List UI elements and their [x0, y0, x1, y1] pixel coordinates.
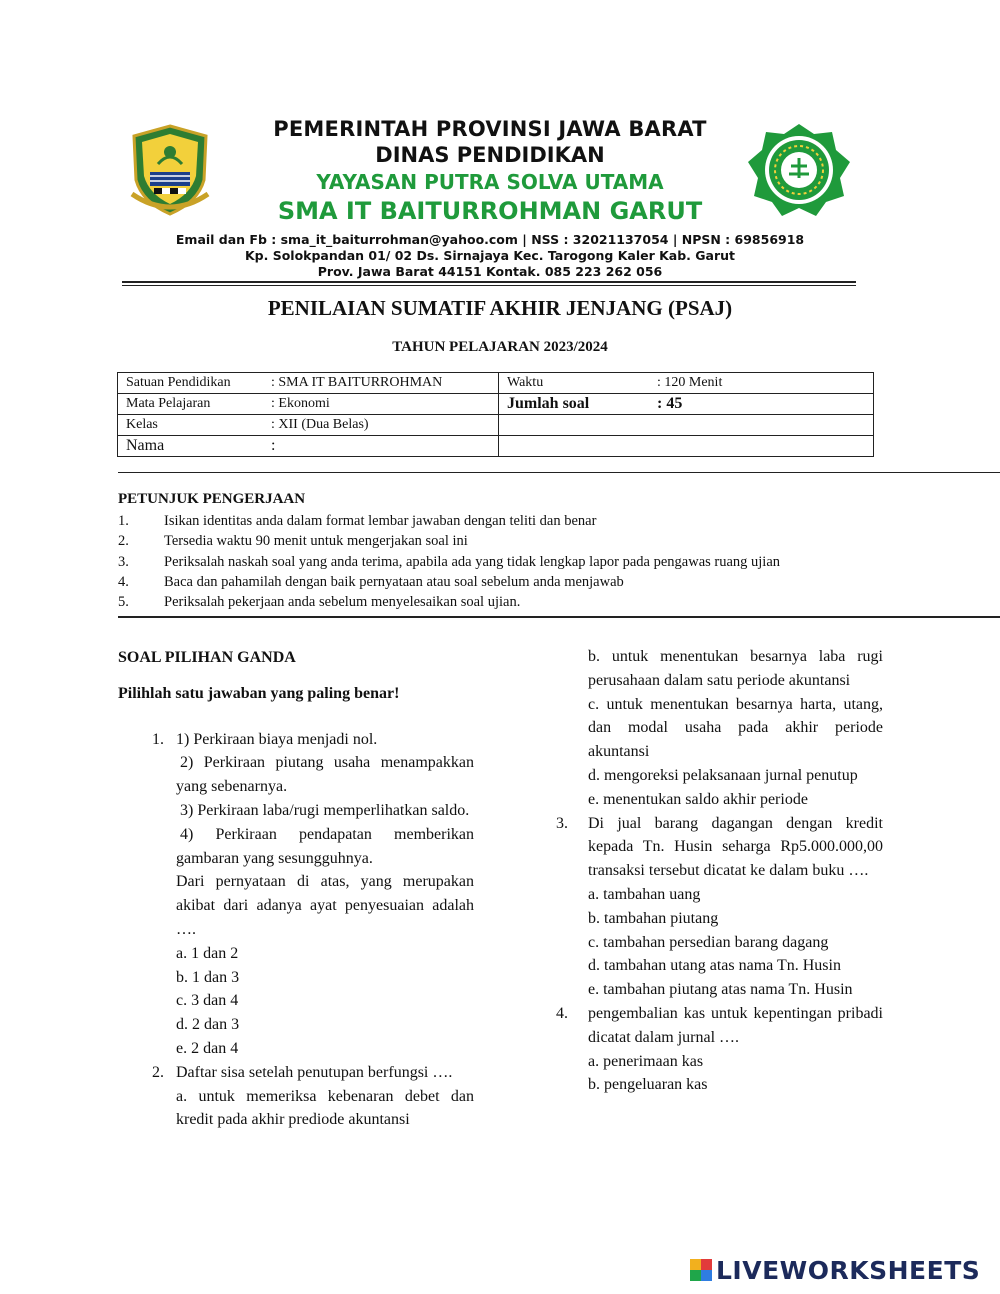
option-a[interactable]: a. tambahan uang [588, 885, 701, 903]
section-divider [118, 616, 1000, 618]
instruction-item [118, 511, 978, 531]
time-value: : 120 Menit [657, 375, 723, 390]
section-instruction: Pilihlah satu jawaban yang paling benar! [118, 684, 400, 702]
identity-cell-empty [499, 415, 874, 436]
q2-option-d[interactable]: d. mengoreksi pelaksanaan jurnal penutup [588, 766, 858, 784]
time-label: Waktu [507, 375, 544, 390]
name-label: Nama [126, 437, 165, 454]
exam-title: PENILAIAN SUMATIF AKHIR JENJANG (PSAJ) [267, 296, 733, 320]
question-count-label: Jumlah soal [507, 395, 590, 412]
school-logo [744, 122, 854, 218]
statement: 3) Perkiraan laba/rugi memperlihatkan saldo. [180, 801, 470, 819]
statement: 4) Perkiraan pendapatan memberikan gambaran yang sesungguhnya. [176, 825, 474, 867]
instruction-item [118, 531, 978, 551]
identity-cell-school [118, 373, 499, 394]
identity-cell-empty [499, 436, 874, 457]
question-number: 4. [556, 1004, 568, 1022]
question-body [176, 728, 474, 1061]
q2-option-e[interactable]: e. menentukan saldo akhir periode [588, 790, 808, 808]
identity-row [118, 436, 874, 457]
school-label: Satuan Pendidikan [126, 375, 231, 390]
instruction-number: 5. [118, 594, 129, 611]
liveworksheets-wordmark: LIVEWORKSHEETS [716, 1255, 981, 1285]
letterhead-province: PEMERINTAH PROVINSI JAWA BARAT [273, 117, 707, 141]
identity-row [118, 373, 874, 394]
option-a[interactable]: a. 1 dan 2 [176, 944, 239, 962]
question-number: 3. [556, 814, 568, 832]
subject-value: : Ekonomi [271, 396, 330, 411]
option-a[interactable]: a. untuk memeriksa kebenaran debet dan kredit pada akhir prediode akuntansi [176, 1087, 474, 1129]
question-2 [118, 1061, 474, 1132]
name-value: : [271, 437, 276, 454]
instruction-text: Tersedia waktu 90 menit untuk mengerjakan soal ini [164, 533, 468, 550]
letterhead-school: SMA IT BAITURROHMAN GARUT [277, 197, 703, 225]
academic-year: TAHUN PELAJARAN 2023/2024 [392, 339, 608, 355]
instruction-text: Periksalah naskah soal yang anda terima, apabila ada yang tidak lengkap lapor pada pengawas ruang ujian [164, 553, 781, 570]
question-stem: pengembalian kas untuk kepentingan pribadi dicatat dalam jurnal …. [588, 1004, 883, 1046]
liveworksheets-watermark [690, 1253, 990, 1287]
instruction-item [118, 572, 978, 592]
q2-option-b[interactable]: b. untuk menentukan besarnya laba rugi perusahaan dalam satu periode akuntansi [588, 648, 883, 689]
question-body [176, 1061, 474, 1132]
letterhead-department: DINAS PENDIDIKAN [375, 143, 605, 167]
identity-row [118, 415, 874, 436]
option-e[interactable]: e. tambahan piutang atas nama Tn. Husin [588, 981, 853, 999]
instruction-number: 4. [118, 573, 129, 590]
instruction-number: 3. [118, 553, 129, 570]
statement: 1) Perkiraan biaya menjadi nol. [176, 730, 378, 748]
instruction-text: Isikan identitas anda dalam format lembar jawaban dengan teliti dan benar [164, 513, 597, 529]
school-value: : SMA IT BAITURROHMAN [271, 375, 443, 390]
letterhead-foundation: YAYASAN PUTRA SOLVA UTAMA [316, 170, 664, 194]
question-body [588, 812, 883, 1002]
liveworksheets-logo-icon [690, 1259, 712, 1281]
identity-cell-class [118, 415, 499, 436]
letterhead-divider-thin [122, 285, 856, 286]
subject-label: Mata Pelajaran [126, 396, 211, 411]
option-e[interactable]: e. 2 dan 4 [176, 1039, 239, 1057]
identity-table [117, 372, 874, 457]
option-c[interactable]: c. tambahan persedian barang dagang [588, 933, 829, 951]
question-4 [556, 1002, 883, 1097]
statement: 2) Perkiraan piutang usaha menampakkan yang sebenarnya. [176, 754, 474, 796]
option-b[interactable]: b. 1 dan 3 [176, 968, 240, 986]
question-number: 2. [152, 1063, 164, 1081]
instruction-number: 1. [118, 513, 129, 529]
question-stem: Di jual barang dagangan dengan kredit kepada Tn. Husin seharga Rp5.000.000,00 transaksi tersebut dicatat ke dalam buku …. [588, 814, 883, 880]
identity-cell-name [118, 436, 499, 457]
letterhead-email: Email dan Fb : sma_it_baiturrohman@yahoo.com | NSS : 32021137054 | NPSN : 69856918 [175, 232, 805, 247]
identity-cell-subject [118, 394, 499, 415]
class-label: Kelas [126, 417, 158, 432]
question-stem: Daftar sisa setelah penutupan berfungsi …. [176, 1063, 453, 1081]
identity-cell-time [499, 373, 874, 394]
instructions-title: PETUNJUK PENGERJAAN [118, 491, 306, 507]
letterhead-phone: Prov. Jawa Barat 44151 Kontak. 085 223 262 056 [317, 264, 663, 279]
identity-cell-count [499, 394, 874, 415]
class-value: : XII (Dua Belas) [271, 417, 369, 432]
section-title: SOAL PILIHAN GANDA [118, 649, 296, 666]
instructions-list [118, 511, 978, 612]
option-a[interactable]: a. penerimaan kas [588, 1052, 704, 1070]
letterhead-contact [120, 232, 860, 280]
option-d[interactable]: d. tambahan utang atas nama Tn. Husin [588, 957, 841, 975]
letterhead-address: Kp. Solokpandan 01/ 02 Ds. Sirnajaya Kec. Tarogong Kaler Kab. Garut [244, 248, 736, 263]
question-number: 1. [152, 730, 164, 748]
identity-row [118, 394, 874, 415]
instruction-item [118, 552, 978, 572]
option-b[interactable]: b. pengeluaran kas [588, 1076, 708, 1094]
instruction-item [118, 592, 978, 612]
option-d[interactable]: d. 2 dan 3 [176, 1016, 240, 1034]
question-stem: Dari pernyataan di atas, yang merupakan akibat dari adanya ayat penyesuaian adalah …. [176, 873, 474, 938]
question-count-value: : 45 [657, 395, 683, 412]
question-1 [118, 728, 474, 1061]
questions-left-column [118, 646, 474, 1132]
questions-right-column [556, 645, 883, 1097]
section-divider [118, 472, 1000, 473]
option-b[interactable]: b. tambahan piutang [588, 909, 719, 927]
instruction-number: 2. [118, 533, 129, 550]
question-3 [556, 812, 883, 1002]
letterhead [120, 112, 860, 292]
instruction-text: Baca dan pahamilah dengan baik pernyataan atau soal sebelum anda menjawab [164, 573, 624, 590]
option-c[interactable]: c. 3 dan 4 [176, 992, 239, 1010]
instruction-text: Periksalah pekerjaan anda sebelum menyelesaikan soal ujian. [164, 594, 521, 611]
question-body [588, 1002, 883, 1097]
q2-option-c[interactable]: c. untuk menentukan besarnya harta, utang, dan modal usaha pada akhir periode akuntansi [588, 695, 883, 761]
letterhead-divider [122, 281, 856, 283]
